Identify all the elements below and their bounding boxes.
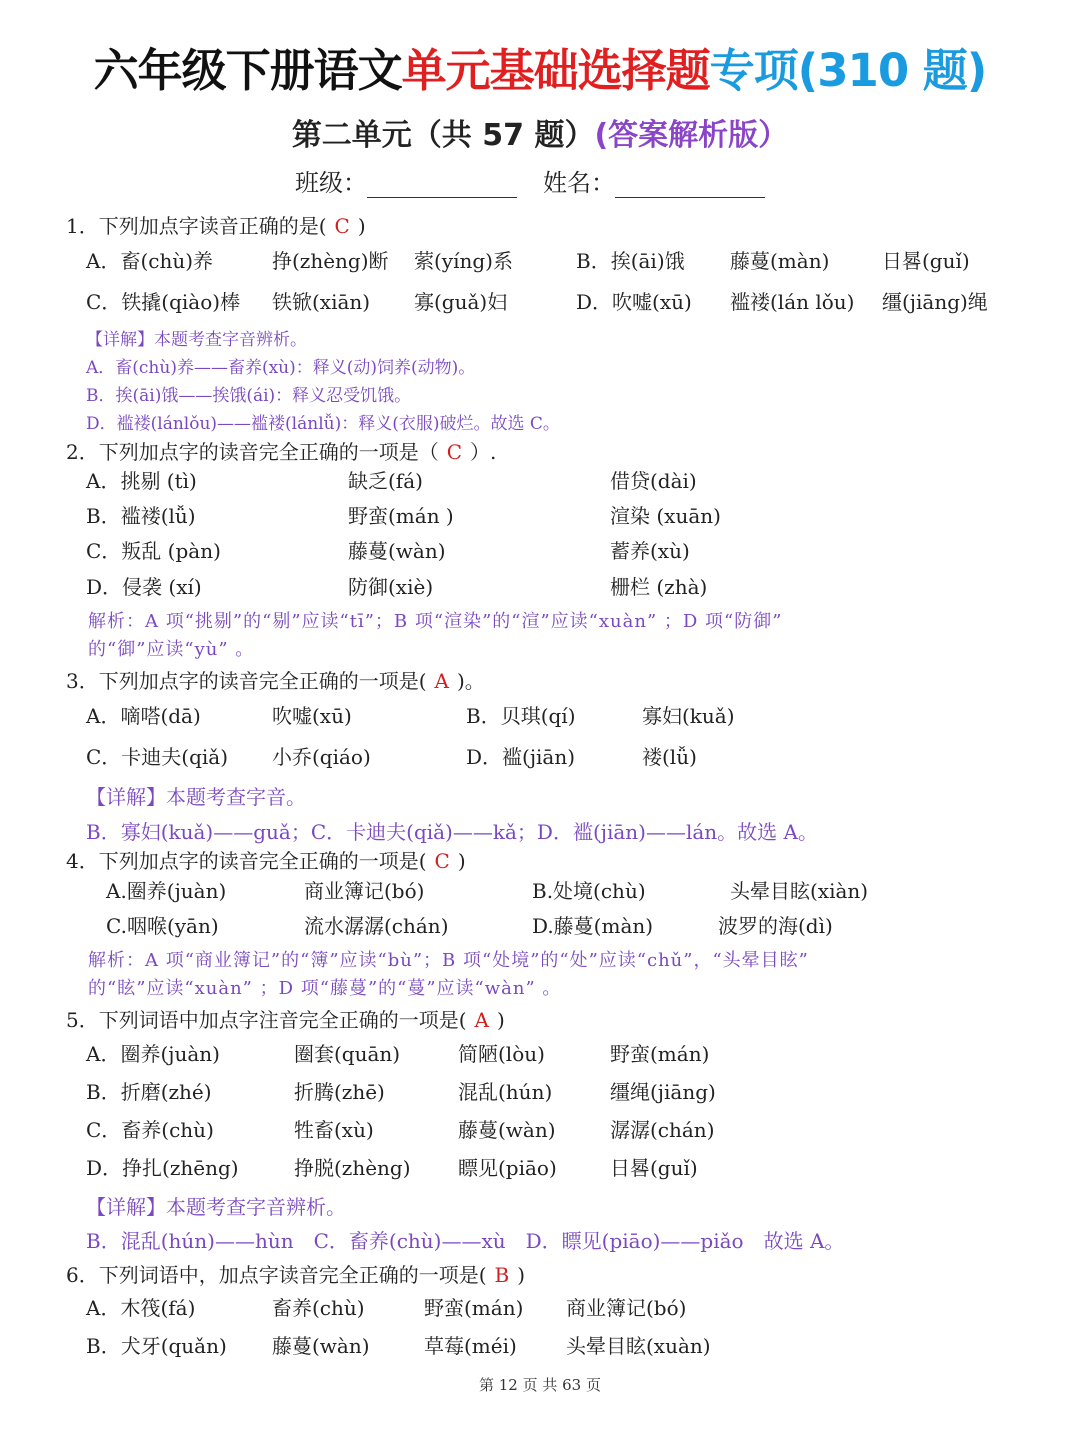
q6-close: ) bbox=[517, 1263, 526, 1287]
q4-option-a2: 商业簿记(bó) bbox=[304, 879, 425, 903]
q1-option-d3: 缰(jiāng)绳 bbox=[882, 290, 988, 314]
q3-explanation-2: B．寡妇(kuǎ)——guǎ；C．卡迪夫(qiǎ)——kǎ；D．褴(jiān)——lán。故选 A。 bbox=[86, 820, 818, 844]
q3-stem-text: 3．下列加点字的读音完全正确的一项是( bbox=[66, 669, 427, 693]
q1-option-d2: 褴褛(lán lǒu) bbox=[730, 290, 855, 314]
q5-option-a4: 野蛮(mán) bbox=[610, 1042, 710, 1066]
q2-option-d1: D．侵袭 (xí) bbox=[86, 575, 202, 599]
q5-option-a1: A．圈养(juàn) bbox=[86, 1042, 220, 1066]
q3-option-d1: D．褴(jiān) bbox=[466, 745, 576, 769]
q2-option-c1: C．叛乱 (pàn) bbox=[86, 539, 221, 563]
q1-explanation-4: D．褴褛(lánlǒu)——褴褛(lánlǚ)：释义(衣服)破烂。故选 C。 bbox=[86, 414, 560, 434]
q5-option-b3: 混乱(hún) bbox=[458, 1080, 553, 1104]
q3-explanation-1: 【详解】本题考查字音。 bbox=[86, 785, 306, 809]
q4-option-a1: A.圈养(juàn) bbox=[106, 879, 227, 903]
q4-explanation-2: 的“眩”应读“xuàn” ；D 项“藤蔓”的“蔓”应读“wàn” 。 bbox=[88, 978, 562, 999]
q5-option-d2: 挣脱(zhèng) bbox=[294, 1156, 411, 1180]
q1-option-a1: A．畜(chù)养 bbox=[86, 249, 214, 273]
q1-option-c2: 铁锨(xiān) bbox=[272, 290, 371, 314]
class-blank bbox=[367, 171, 517, 198]
q1-option-c3: 寡(guǎ)妇 bbox=[414, 290, 508, 314]
q6-stem bbox=[66, 1263, 525, 1287]
q3-answer: A bbox=[434, 669, 449, 693]
q4-stem-text: 4．下列加点字的读音完全正确的一项是( bbox=[66, 849, 427, 873]
q3-option-a1: A．嘀嗒(dā) bbox=[86, 704, 201, 728]
q3-option-c2: 小乔(qiáo) bbox=[272, 745, 371, 769]
q2-explanation-2: 的“御”应读“yù” 。 bbox=[88, 639, 255, 660]
q5-explanation-1: 【详解】本题考查字音辨析。 bbox=[86, 1195, 346, 1219]
q6-option-a1: A．木筏(fá) bbox=[86, 1296, 196, 1320]
q6-option-a3: 野蛮(mán) bbox=[424, 1296, 524, 1320]
q3-option-b1: B．贝琪(qí) bbox=[466, 704, 576, 728]
q4-option-d2: 波罗的海(dì) bbox=[718, 914, 833, 938]
q1-explanation-1: 【详解】本题考查字音辨析。 bbox=[86, 330, 307, 350]
q5-option-a2: 圈套(quān) bbox=[294, 1042, 401, 1066]
q5-option-b4: 缰绳(jiāng) bbox=[610, 1080, 716, 1104]
q5-option-b1: B．折磨(zhé) bbox=[86, 1080, 212, 1104]
title-part-2: 单元基础选择题 bbox=[401, 44, 710, 97]
q2-option-c3: 蓄养(xù) bbox=[610, 539, 690, 563]
q3-option-d2: 褛(lǚ) bbox=[642, 745, 697, 769]
q1-option-a3: 萦(yíng)系 bbox=[414, 249, 513, 273]
name-label: 姓名： bbox=[543, 169, 615, 197]
q3-option-b2: 寡妇(kuǎ) bbox=[642, 704, 735, 728]
q1-explanation-2: A．畜(chù)养——畜养(xù)：释义(动)饲养(动物)。 bbox=[86, 358, 476, 378]
q1-stem bbox=[66, 214, 366, 238]
q1-option-b3: 日晷(guǐ) bbox=[882, 249, 970, 273]
q3-close: )。 bbox=[456, 669, 485, 693]
q2-option-c2: 藤蔓(wàn) bbox=[348, 539, 446, 563]
q1-close: ) bbox=[357, 214, 366, 238]
q3-stem bbox=[66, 669, 485, 693]
q5-option-c2: 牲畜(xù) bbox=[294, 1118, 374, 1142]
q4-option-c1: C.咽喉(yān) bbox=[106, 914, 219, 938]
q4-option-c2: 流水潺潺(chán) bbox=[304, 914, 449, 938]
q6-option-b3: 草莓(méi) bbox=[424, 1334, 517, 1358]
q2-option-b2: 野蛮(mán ) bbox=[348, 504, 454, 528]
q5-option-a3: 简陋(lòu) bbox=[458, 1042, 545, 1066]
q5-option-c3: 藤蔓(wàn) bbox=[458, 1118, 556, 1142]
q5-option-d4: 日晷(guǐ) bbox=[610, 1156, 698, 1180]
q2-option-a3: 借贷(dài) bbox=[610, 469, 697, 493]
q2-stem-text: 2．下列加点字的读音完全正确的一项是（ bbox=[66, 440, 439, 464]
q5-answer: A bbox=[474, 1008, 489, 1032]
class-label: 班级： bbox=[295, 169, 367, 197]
q6-option-b4: 头晕目眩(xuàn) bbox=[566, 1334, 711, 1358]
q1-explanation-3: B．挨(āi)饿——挨饿(ái)：释义忍受饥饿。 bbox=[86, 386, 412, 406]
q6-option-a2: 畜养(chù) bbox=[272, 1296, 365, 1320]
q5-option-c4: 潺潺(chán) bbox=[610, 1118, 715, 1142]
class-name-line bbox=[295, 163, 791, 198]
q2-answer: C bbox=[446, 440, 463, 464]
q2-option-d2: 防御(xiè) bbox=[348, 575, 434, 599]
q2-option-d3: 栅栏 (zhà) bbox=[610, 575, 708, 599]
q5-option-d3: 瞟见(piāo) bbox=[458, 1156, 557, 1180]
q1-option-d1: D．吹嘘(xū) bbox=[576, 290, 692, 314]
q2-option-a2: 缺乏(fá) bbox=[348, 469, 423, 493]
q1-option-c1: C．铁撬(qiào)棒 bbox=[86, 290, 241, 314]
q4-close: ) bbox=[457, 849, 466, 873]
q5-option-c1: C．畜养(chù) bbox=[86, 1118, 214, 1142]
q2-option-a1: A．挑剔 (tì) bbox=[86, 469, 197, 493]
q6-option-b1: B．犬牙(quǎn) bbox=[86, 1334, 227, 1358]
name-blank bbox=[615, 171, 765, 198]
q6-option-b2: 藤蔓(wàn) bbox=[272, 1334, 370, 1358]
title-part-3: 专项(310 题) bbox=[709, 44, 987, 97]
q2-option-b1: B．褴褛(lǚ) bbox=[86, 504, 196, 528]
q3-option-a2: 吹嘘(xū) bbox=[272, 704, 352, 728]
q5-option-d1: D．挣扎(zhēng) bbox=[86, 1156, 239, 1180]
q2-explanation-1: 解析：A 项“挑剔”的“剔”应读“tī”；B 项“渲染”的“渲”应读“xuàn” ；D 项“防御” bbox=[88, 611, 783, 632]
q1-option-b1: B．挨(āi)饿 bbox=[576, 249, 685, 273]
q4-option-d1: D.藤蔓(màn) bbox=[532, 914, 654, 938]
q4-option-b2: 头晕目眩(xiàn) bbox=[730, 879, 869, 903]
q6-answer: B bbox=[494, 1263, 510, 1287]
title-part-1: 六年级下册语文 bbox=[93, 44, 402, 97]
q3-option-c1: C．卡迪夫(qiǎ) bbox=[86, 745, 229, 769]
q2-option-b3: 渲染 (xuān) bbox=[610, 504, 721, 528]
q4-explanation-1: 解析：A 项“商业簿记”的“簿”应读“bù”；B 项“处境”的“处”应读“chǔ”，“头晕目眩” bbox=[88, 950, 809, 971]
page-footer: 第 12 页 共 63 页 bbox=[478, 1376, 601, 1394]
q1-stem-text: 1．下列加点字读音正确的是( bbox=[66, 214, 327, 238]
document-title bbox=[0, 34, 1080, 99]
q1-option-b2: 藤蔓(màn) bbox=[730, 249, 830, 273]
subtitle-tag: (答案解析版） bbox=[594, 118, 789, 153]
q5-stem-text: 5．下列词语中加点字注音完全正确的一项是( bbox=[66, 1008, 467, 1032]
q5-explanation-2: B．混乱(hún)——hùn C．畜养(chù)——xù D．瞟见(piāo)——piǎo 故选 A。 bbox=[86, 1229, 845, 1253]
q2-close: ）. bbox=[470, 440, 497, 464]
q2-stem bbox=[66, 440, 496, 464]
q1-option-a2: 挣(zhèng)断 bbox=[272, 249, 389, 273]
subtitle-main: 第二单元（共 57 题） bbox=[291, 118, 595, 153]
q6-stem-text: 6．下列词语中，加点字读音完全正确的一项是( bbox=[66, 1263, 487, 1287]
q4-option-b1: B.处境(chù) bbox=[532, 879, 646, 903]
q5-stem bbox=[66, 1008, 505, 1032]
q5-close: ) bbox=[496, 1008, 505, 1032]
q6-option-a4: 商业簿记(bó) bbox=[566, 1296, 687, 1320]
q4-stem bbox=[66, 849, 466, 873]
document-subtitle bbox=[0, 110, 1080, 154]
q4-answer: C bbox=[434, 849, 450, 873]
q1-answer: C bbox=[334, 214, 350, 238]
q5-option-b2: 折腾(zhē) bbox=[294, 1080, 385, 1104]
